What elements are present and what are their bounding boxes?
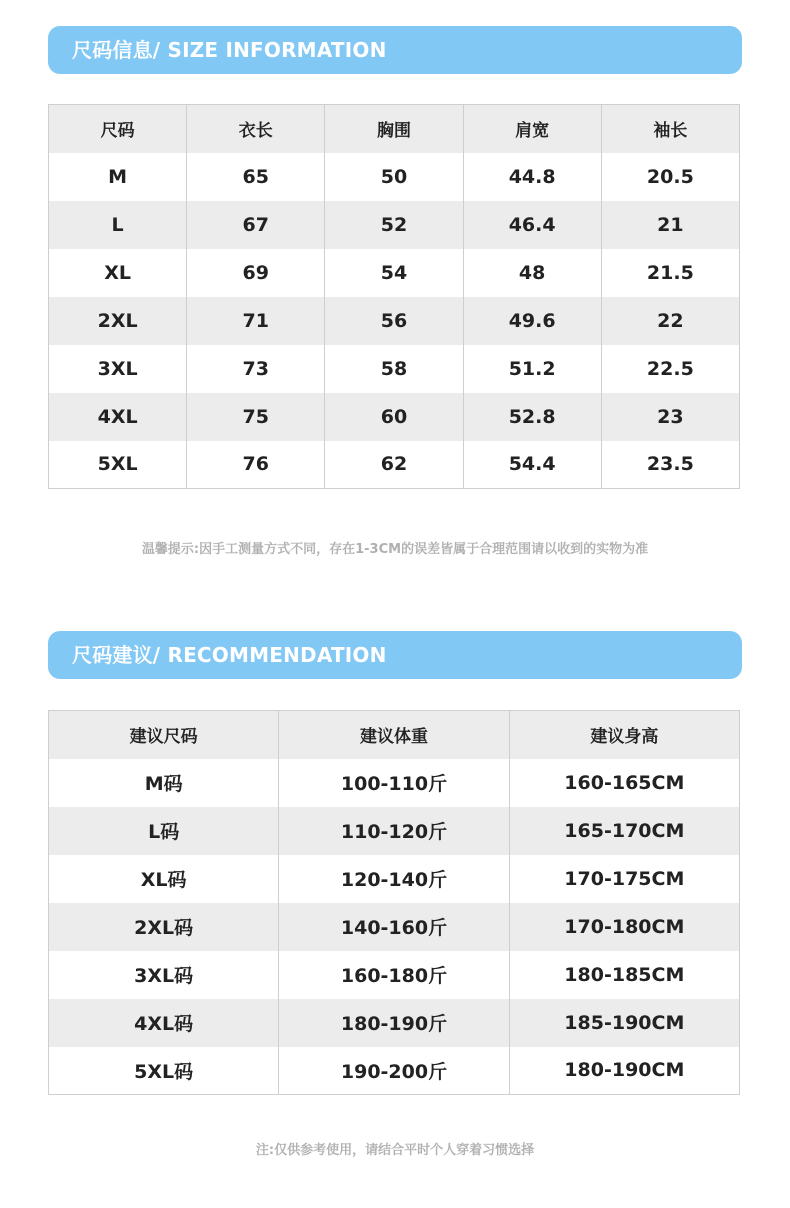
size-cell: XL: [104, 261, 131, 284]
header-chest: 胸围: [325, 105, 463, 153]
table-row: [49, 153, 740, 201]
length-cell: 69: [187, 249, 325, 297]
table-row: [49, 903, 740, 951]
table-header-row: [49, 105, 740, 153]
sleeve-cell: 23.5: [601, 441, 739, 489]
table-row: [49, 855, 740, 903]
size-information-table: [48, 104, 740, 489]
size-cell: L: [111, 213, 124, 236]
recommendation-table: [48, 710, 740, 1095]
length-cell: 71: [187, 297, 325, 345]
table-row: [49, 393, 740, 441]
shoulder-cell: 44.8: [463, 153, 601, 201]
recommended-weight-cell: 100-110斤: [279, 759, 509, 807]
chest-cell: 62: [325, 441, 463, 489]
recommendation-title: 尺码建议/ RECOMMENDATION: [72, 643, 387, 667]
length-cell: 67: [187, 201, 325, 249]
table-row: [49, 297, 740, 345]
recommended-size-cell: L码: [148, 821, 180, 843]
recommended-height-cell: 180-190CM: [509, 1047, 739, 1095]
shoulder-cell: 54.4: [463, 441, 601, 489]
size-cell: 2XL: [97, 309, 138, 332]
chest-cell: 50: [325, 153, 463, 201]
size-information-title: 尺码信息/ SIZE INFORMATION: [72, 38, 387, 62]
sleeve-cell: 21.5: [601, 249, 739, 297]
shoulder-cell: 51.2: [463, 345, 601, 393]
size-cell: 3XL: [97, 357, 138, 380]
recommended-size-cell: 2XL码: [134, 917, 194, 939]
table-row: [49, 759, 740, 807]
table-row: [49, 1047, 740, 1095]
size-cell: 4XL: [97, 405, 138, 428]
chest-cell: 54: [325, 249, 463, 297]
recommended-weight-cell: 190-200斤: [279, 1047, 509, 1095]
recommended-height-cell: 170-175CM: [509, 855, 739, 903]
shoulder-cell: 48: [463, 249, 601, 297]
table-row: [49, 807, 740, 855]
recommendation-banner: [48, 631, 742, 679]
recommended-size-cell: 5XL码: [134, 1060, 194, 1083]
recommended-weight-cell: 180-190斤: [279, 999, 509, 1047]
recommended-height-cell: 160-165CM: [509, 759, 739, 807]
recommended-height-cell: 165-170CM: [509, 807, 739, 855]
length-cell: 75: [187, 393, 325, 441]
length-cell: 65: [187, 153, 325, 201]
header-sleeve: 袖长: [601, 105, 739, 153]
table-row: [49, 201, 740, 249]
recommended-height-cell: 185-190CM: [509, 999, 739, 1047]
chest-cell: 60: [325, 393, 463, 441]
table-row: [49, 951, 740, 999]
recommended-weight-cell: 140-160斤: [279, 903, 509, 951]
recommended-weight-cell: 120-140斤: [279, 855, 509, 903]
shoulder-cell: 49.6: [463, 297, 601, 345]
sleeve-cell: 20.5: [601, 153, 739, 201]
size-cell: 5XL: [97, 453, 138, 476]
header-recommended-weight: 建议体重: [279, 711, 509, 759]
chest-cell: 56: [325, 297, 463, 345]
recommended-weight-cell: 110-120斤: [279, 807, 509, 855]
shoulder-cell: 46.4: [463, 201, 601, 249]
header-length: 衣长: [187, 105, 325, 153]
shoulder-cell: 52.8: [463, 393, 601, 441]
reference-note: 注:仅供参考使用，请结合平时个人穿着习惯选择: [255, 1143, 535, 1158]
size-information-banner: [48, 26, 742, 74]
length-cell: 73: [187, 345, 325, 393]
recommended-height-cell: 180-185CM: [509, 951, 739, 999]
recommended-weight-cell: 160-180斤: [279, 951, 509, 999]
header-recommended-height: 建议身高: [509, 711, 739, 759]
chest-cell: 52: [325, 201, 463, 249]
measurement-note: 温馨提示:因手工测量方式不同，存在1-3CM的误差皆属于合理范围请以收到的实物为准: [141, 542, 649, 557]
sleeve-cell: 23: [601, 393, 739, 441]
table-header-row: [49, 711, 740, 759]
sleeve-cell: 22: [601, 297, 739, 345]
header-shoulder: 肩宽: [463, 105, 601, 153]
chest-cell: 58: [325, 345, 463, 393]
sleeve-cell: 21: [601, 201, 739, 249]
table-row: [49, 249, 740, 297]
size-cell: M: [108, 165, 128, 188]
table-row: [49, 999, 740, 1047]
sleeve-cell: 22.5: [601, 345, 739, 393]
header-size: 尺码: [100, 121, 135, 142]
length-cell: 76: [187, 441, 325, 489]
recommended-size-cell: 3XL码: [134, 965, 194, 987]
recommended-size-cell: 4XL码: [134, 1013, 194, 1035]
table-row: [49, 345, 740, 393]
recommended-size-cell: M码: [144, 773, 183, 795]
table-row: [49, 441, 740, 489]
recommended-size-cell: XL码: [140, 869, 187, 891]
recommended-height-cell: 170-180CM: [509, 903, 739, 951]
header-recommended-size: 建议尺码: [129, 727, 198, 748]
